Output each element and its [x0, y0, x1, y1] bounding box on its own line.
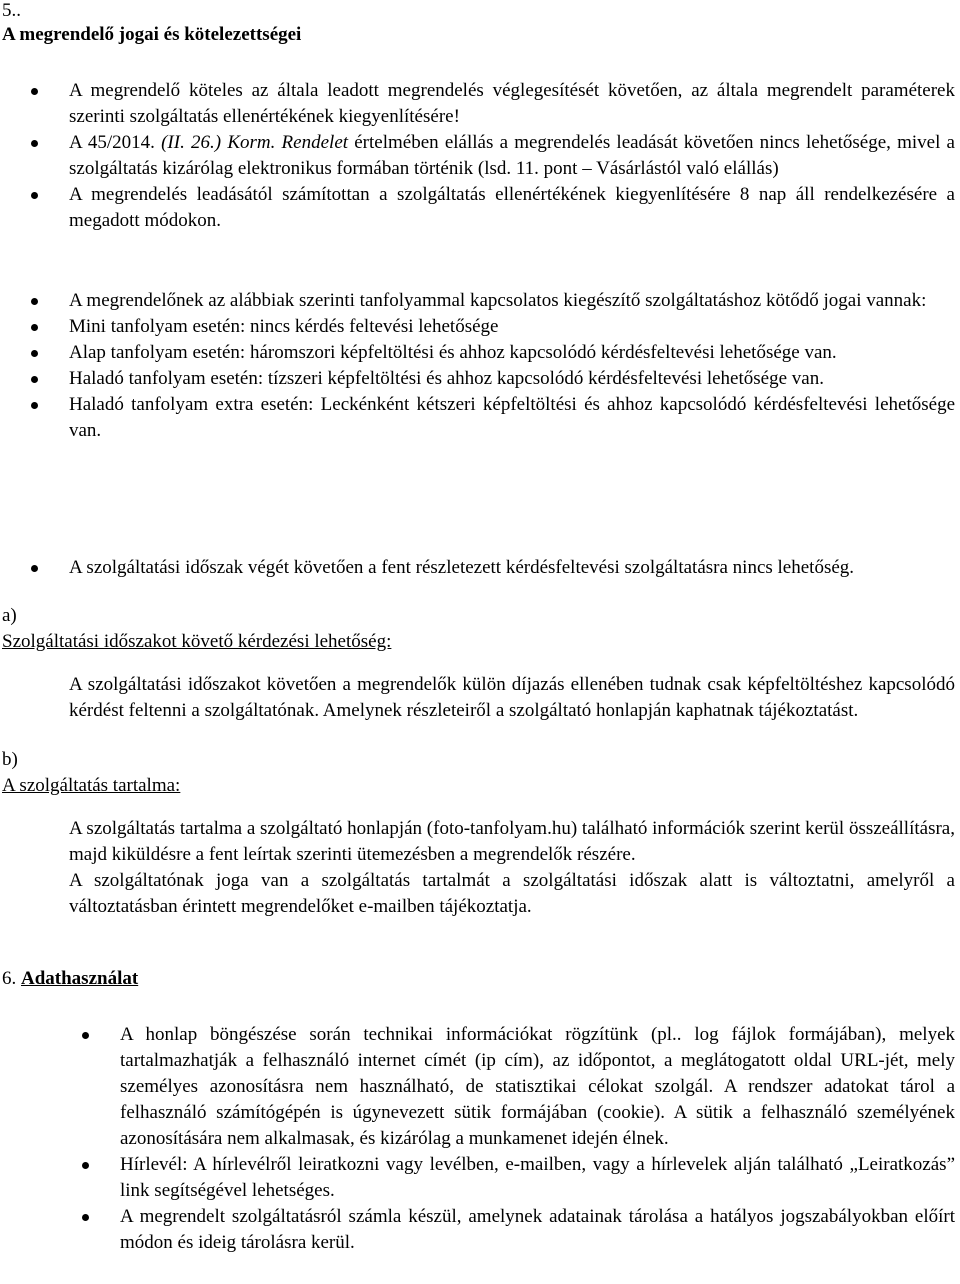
list-item: [31, 555, 955, 581]
section-number: 5..: [2, 0, 21, 21]
section-title: A megrendelő jogai és kötelezettségei: [2, 24, 302, 45]
bullet-icon: [82, 1032, 89, 1039]
list-item: [82, 1022, 955, 1152]
korm-prefix: A 45/2014.: [69, 132, 162, 153]
bullet-icon: [31, 565, 38, 572]
sub-b-text-2: A szolgáltatónak joga van a szolgáltatás tartalmát a szolgáltatási időszak alatt is változtatni, amelyről a változtatásban érintett megrendelőket e-mailben tájékoztatja.: [69, 870, 955, 917]
bullet-icon: [31, 376, 38, 383]
list-item: [31, 366, 955, 392]
list-item-text: Alap tanfolyam esetén: háromszori képfeltöltési és ahhoz kapcsolódó kérdésfeltevési lehetősége van.: [69, 342, 837, 363]
bullet-list-obligations: [31, 78, 955, 234]
bullet-icon: [31, 402, 38, 409]
section6-title: Adathasználat: [21, 968, 139, 989]
section6-number: 6.: [2, 968, 21, 989]
list-item-text: A megrendelt szolgáltatásról számla készül, amelynek adatainak tárolása a hatályos jogszabályokban előírt módon és ideig tárolásra kerül.: [120, 1206, 955, 1253]
list-item-text: Mini tanfolyam esetén: nincs kérdés feltevési lehetősége: [69, 316, 499, 337]
sub-b-heading: A szolgáltatás tartalma:: [2, 775, 181, 796]
sub-a-text: A szolgáltatási időszakot követően a megrendelők külön díjazás ellenében tudnak csak képfeltöltéshez kapcsolódó kérdést feltenni a szolgáltatónak. Amelynek részleteiről a szolgáltató honlapján kaphatnak tájékoztatást.: [69, 674, 955, 721]
list-item: [82, 1204, 955, 1256]
sub-b-marker: b): [2, 749, 18, 770]
list-item-text: A megrendelés leadásától számítottan a szolgáltatás ellenértékének kiegyenlítésére 8 nap áll rendelkezésére a megadott módokon.: [69, 184, 955, 231]
korm-rendelet: (II. 26.) Korm. Rendelet: [161, 132, 349, 153]
list-item-text: Haladó tanfolyam extra esetén: Leckénként kétszeri képfeltöltési és ahhoz kapcsolódó kérdésfeltevési lehetősége van.: [69, 394, 955, 441]
list-item: [31, 288, 955, 314]
list-item: [31, 130, 955, 182]
sub-b-text-1: A szolgáltatás tartalma a szolgáltató honlapján (foto-tanfolyam.hu) található információk szerint kerül összeállításra, majd kiküldésre a fent leírtak szerinti ütemezésben a megrendelők részére.: [69, 818, 955, 865]
list-item-text: A megrendelő köteles az általa leadott megrendelés véglegesítését követően, az általa megrendelt paraméterek szerinti szolgáltatás ellenértékének kiegyenlítésére!: [69, 80, 955, 127]
bullet-icon: [31, 298, 38, 305]
list-item-text: Hírlevél: A hírlevélről leiratkozni vagy levélben, e-mailben, vagy a hírlevelek alján található „Leiratkozás” link segítségével lehetséges.: [120, 1154, 955, 1201]
bullet-list-data-usage: [82, 1022, 955, 1256]
korm-rest: értelmében elállás a megrendelés leadását követően nincs lehetősége, mivel a szolgáltatás kizárólag elektronikus formában történik (lsd. 11. pont – Vásárlástól való elállás): [69, 132, 955, 179]
list-item-text: A honlap böngészése során technikai információkat rögzítünk (pl.. log fájlok formájában), melyek tartalmazhatják a felhasználó internet címét (ip cím), az időpontot, a meglátogatott oldal URL-jét, mely személyes azonosításra nem használható, de statisztikai célokat szolgál. A rendszer adatokat tárol a felhasználó számítógépén is úgynevezett sütik formájában (cookie). A sütik a felhasználó személyének azonosítására nem alkalmasak, és kizárólag a munkamenet idején élnek.: [120, 1024, 955, 1149]
list-item: [31, 392, 955, 444]
section6-heading: [2, 968, 138, 990]
bullet-icon: [82, 1162, 89, 1169]
bullet-icon: [31, 140, 38, 147]
bullet-icon: [31, 88, 38, 95]
list-item-text: Haladó tanfolyam esetén: tízszeri képfeltöltési és ahhoz kapcsolódó kérdésfeltevési lehetősége van.: [69, 368, 824, 389]
list-item: [31, 340, 955, 366]
list-item: [31, 314, 955, 340]
list-item: [31, 182, 955, 234]
list-item: [82, 1152, 955, 1204]
bullet-icon: [31, 350, 38, 357]
list-item-text: A megrendelőnek az alábbiak szerinti tanfolyammal kapcsolatos kiegészítő szolgáltatáshoz kötődő jogai vannak:: [69, 290, 927, 311]
list-item: [31, 78, 955, 130]
list-item-text: A szolgáltatási időszak végét követően a fent részletezett kérdésfeltevési szolgáltatásra nincs lehetőség.: [69, 557, 855, 578]
bullet-icon: [82, 1214, 89, 1221]
bullet-icon: [31, 324, 38, 331]
sub-a-heading: Szolgáltatási időszakot követő kérdezési lehetőség:: [2, 631, 392, 652]
bullet-list-period-end: [31, 555, 955, 581]
bullet-list-rights: [31, 288, 955, 444]
sub-a-marker: a): [2, 605, 17, 626]
bullet-icon: [31, 192, 38, 199]
